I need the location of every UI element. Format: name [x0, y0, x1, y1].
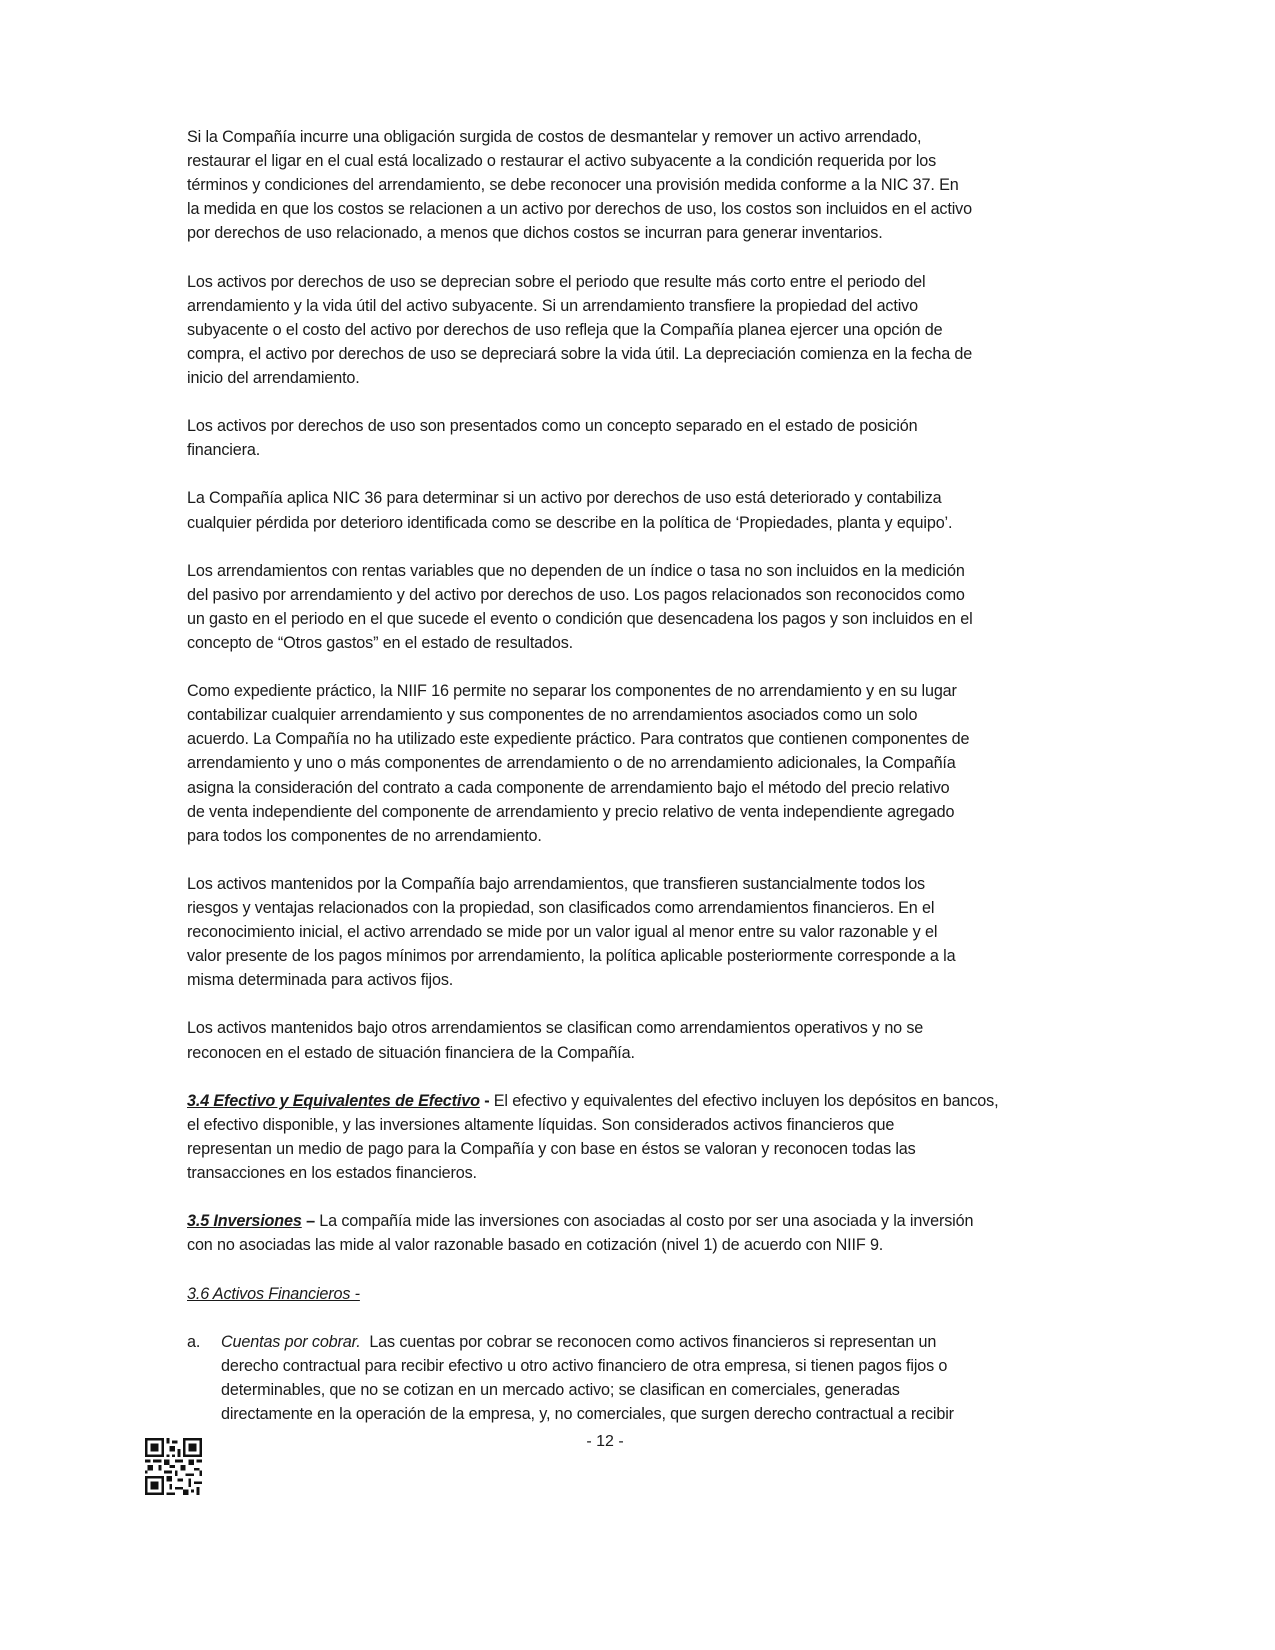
text-line: la medida en que los costos se relacionen a un activo por derechos de uso, los costos son incluidos en el activo — [187, 200, 972, 219]
document-body — [187, 125, 1087, 1426]
text-line: financiera. — [187, 441, 261, 460]
text-line: El efectivo y equivalentes del efectivo incluyen los depósitos en bancos, — [493, 1091, 999, 1110]
text-line: un gasto en el periodo en el que sucede el evento o condición que desencadena los pagos y son incluidos en el — [187, 609, 973, 628]
text-line: Como expediente práctico, la NIIF 16 permite no separar los componentes de no arrendamiento y en su lugar — [187, 682, 957, 701]
section-heading: 3.5 Inversiones — [187, 1212, 302, 1231]
section-3-4 — [187, 1089, 1087, 1185]
text-line: asigna la consideración del contrato a cada componente de arrendamiento bajo el método del precio relativo — [187, 778, 950, 797]
text-line: cualquier pérdida por deterioro identificada como se describe en la política de ‘Propiedades, planta y equipo’. — [187, 513, 953, 532]
text-line: el efectivo disponible, y las inversiones altamente líquidas. Son considerados activos financieros que — [187, 1115, 895, 1134]
paragraph — [187, 872, 1087, 992]
text-line: con no asociadas las mide al valor razonable basado en cotización (nivel 1) de acuerdo con NIIF 9. — [187, 1236, 884, 1255]
text-line: reconocimiento inicial, el activo arrendado se mide por un valor igual al menor entre su valor razonable y el — [187, 923, 938, 942]
text-line: para todos los componentes de no arrendamiento. — [187, 826, 542, 845]
section-3-6 — [187, 1282, 1087, 1306]
text-line: directamente en la operación de la empresa, y, no comerciales, que surgen derecho contractual a recibir — [221, 1404, 954, 1423]
text-line: inicio del arrendamiento. — [187, 368, 360, 387]
page-number: - 12 - — [586, 1433, 624, 1450]
paragraph — [187, 125, 1087, 245]
list-item-title: Cuentas por cobrar. — [221, 1332, 361, 1351]
text-line: términos y condiciones del arrendamiento, se debe reconocer una provisión medida conforme a la NIC 37. En — [187, 176, 959, 195]
text-line: Los activos mantenidos bajo otros arrendamientos se clasifican como arrendamientos operativos y no se — [187, 1019, 924, 1038]
text-line: arrendamiento y la vida útil del activo subyacente. Si un arrendamiento transfiere la propiedad del activo — [187, 296, 918, 315]
paragraph — [187, 559, 1087, 655]
section-heading: 3.4 Efectivo y Equivalentes de Efectivo — [187, 1091, 480, 1110]
paragraph — [187, 486, 1087, 534]
text-line: derecho contractual para recibir efectivo u otro activo financiero de otra empresa, si tienen pagos fijos o — [221, 1356, 948, 1375]
text-line: Los activos por derechos de uso son presentados como un concepto separado en el estado de posición — [187, 417, 918, 436]
text-line: Las cuentas por cobrar se reconocen como activos financieros si representan un — [360, 1332, 937, 1351]
text-line: compra, el activo por derechos de uso se depreciará sobre la vida útil. La depreciación comienza en la fecha de — [187, 344, 973, 363]
text-line: Los activos por derechos de uso se deprecian sobre el periodo que resulte más corto entre el periodo del — [187, 272, 926, 291]
text-line: Los activos mantenidos por la Compañía bajo arrendamientos, que transfieren sustancialmente todos los — [187, 874, 925, 893]
paragraph — [187, 414, 1087, 462]
text-line: arrendamiento y uno o más componentes de arrendamiento o de no arrendamiento adicionales, la Compañía — [187, 754, 956, 773]
section-heading: 3.6 Activos Financieros - — [187, 1284, 360, 1303]
text-line: por derechos de uso relacionado, a menos que dichos costos se incurran para generar inventarios. — [187, 224, 883, 243]
text-line: riesgos y ventajas relacionados con la propiedad, son clasificados como arrendamientos financieros. En el — [187, 899, 935, 917]
text-line: valor presente de los pagos mínimos por arrendamiento, la política aplicable posteriormente corresponde a la — [187, 947, 956, 966]
text-line: determinables, que no se cotizan en un mercado activo; se clasifican en comerciales, generadas — [221, 1380, 900, 1399]
qr-code-icon — [145, 1438, 202, 1495]
text-line: de venta independiente del componente de arrendamiento y precio relativo de venta independiente agregado — [187, 802, 955, 821]
separator: - — [479, 1091, 494, 1110]
text-line: transacciones en los estados financieros. — [187, 1164, 477, 1183]
text-line: concepto de “Otros gastos” en el estado de resultados. — [187, 633, 574, 652]
paragraph — [187, 1016, 1087, 1064]
separator: – — [301, 1212, 320, 1231]
text-line: reconocen en el estado de situación financiera de la Compañía. — [187, 1043, 635, 1062]
text-line: contabilizar cualquier arrendamiento y sus componentes de no arrendamientos asociados como un solo — [187, 706, 918, 725]
text-line: restaurar el ligar en el cual está localizado o restaurar el activo subyacente a la condición requerida por los — [187, 152, 937, 171]
paragraph — [187, 679, 1087, 848]
section-3-5 — [187, 1209, 1087, 1257]
list-item-a — [187, 1330, 1087, 1426]
text-line: representan un medio de pago para la Compañía y con base en éstos se valoran y reconocen todas las — [187, 1139, 916, 1158]
text-line: del pasivo por arrendamiento y del activo por derechos de uso. Los pagos relacionados son reconocidos como — [187, 585, 965, 604]
text-line: subyacente o el costo del activo por derechos de uso refleja que la Compañía planea ejercer una opción de — [187, 320, 943, 339]
text-line: Los arrendamientos con rentas variables que no dependen de un índice o tasa no son incluidos en la medición — [187, 561, 965, 580]
text-line: La Compañía aplica NIC 36 para determinar si un activo por derechos de uso está deteriorado y contabiliza — [187, 489, 942, 508]
text-line: Si la Compañía incurre una obligación surgida de costos de desmantelar y remover un activo arrendado, — [187, 128, 922, 146]
list-marker: a. — [187, 1332, 201, 1351]
paragraph — [187, 270, 1087, 390]
text-line: acuerdo. La Compañía no ha utilizado este expediente práctico. Para contratos que contienen componentes de — [187, 730, 970, 749]
text-line: La compañía mide las inversiones con asociadas al costo por ser una asociada y la inversión — [319, 1212, 974, 1231]
text-line: misma determinada para activos fijos. — [187, 971, 454, 990]
